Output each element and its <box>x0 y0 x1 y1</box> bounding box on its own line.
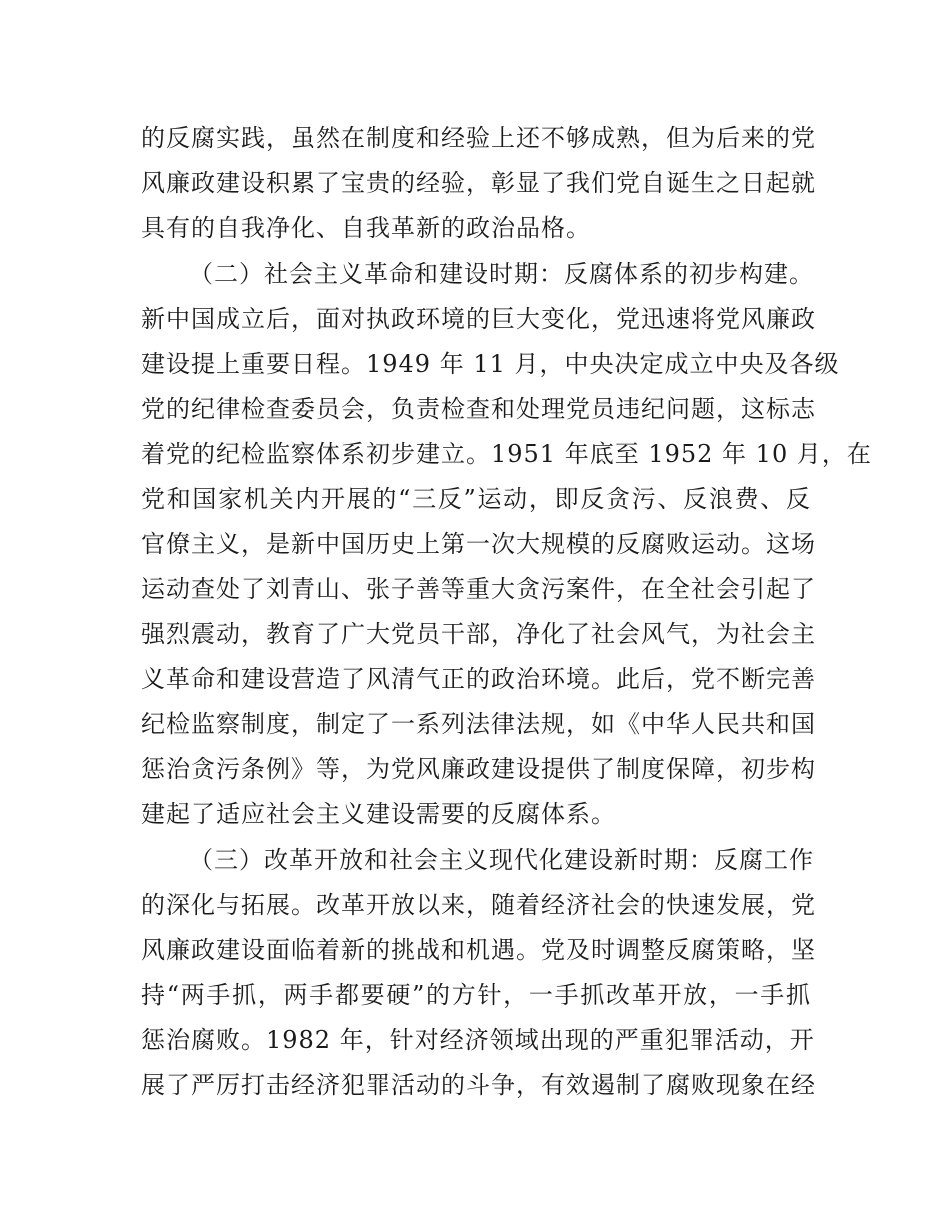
text-line: 惩治腐败。1982 年，针对经济领域出现的严重犯罪活动，开 <box>141 1026 815 1054</box>
text-line: 党和国家机关内开展的“三反”运动，即反贪污、反浪费、反 <box>141 485 811 513</box>
section-heading-line: （三）改革开放和社会主义现代化建设新时期：反腐工作 <box>189 846 814 874</box>
text-line: 官僚主义，是新中国历史上第一次大规模的反腐败运动。这场 <box>141 530 816 558</box>
text-line: 建设提上重要日程。1949 年 11 月，中央决定成立中央及各级 <box>141 350 840 378</box>
text-line: 风廉政建设面临着新的挑战和机遇。党及时调整反腐策略，坚 <box>141 936 816 964</box>
text-line: 强烈震动，教育了广大党员干部，净化了社会风气，为社会主 <box>141 620 816 648</box>
text-line: 运动查处了刘青山、张子善等重大贪污案件，在全社会引起了 <box>141 575 816 603</box>
text-line: 纪检监察制度，制定了一系列法律法规，如《中华人民共和国 <box>141 710 816 738</box>
text-line: 义革命和建设营造了风清气正的政治环境。此后，党不断完善 <box>141 665 816 693</box>
section-heading-line: （二）社会主义革命和建设时期：反腐体系的初步构建。 <box>189 260 814 288</box>
text-line: 具有的自我净化、自我革新的政治品格。 <box>141 214 591 242</box>
text-line: 的反腐实践，虽然在制度和经验上还不够成熟，但为后来的党 <box>141 124 816 152</box>
text-line: 展了严厉打击经济犯罪活动的斗争，有效遏制了腐败现象在经 <box>141 1071 816 1099</box>
text-line: 新中国成立后，面对执政环境的巨大变化，党迅速将党风廉政 <box>141 305 816 333</box>
text-line: 持“两手抓，两手都要硬”的方针，一手抓改革开放，一手抓 <box>141 981 811 1009</box>
text-line: 的深化与拓展。改革开放以来，随着经济社会的快速发展，党 <box>141 891 816 919</box>
text-line: 惩治贪污条例》等，为党风廉政建设提供了制度保障，初步构 <box>141 755 816 783</box>
text-line: 建起了适应社会主义建设需要的反腐体系。 <box>141 800 616 828</box>
text-line: 着党的纪检监察体系初步建立。1951 年底至 1952 年 10 月，在 <box>141 440 872 468</box>
text-line: 党的纪律检查委员会，负责检查和处理党员违纪问题，这标志 <box>141 395 816 423</box>
text-line: 风廉政建设积累了宝贵的经验，彰显了我们党自诞生之日起就 <box>141 169 816 197</box>
